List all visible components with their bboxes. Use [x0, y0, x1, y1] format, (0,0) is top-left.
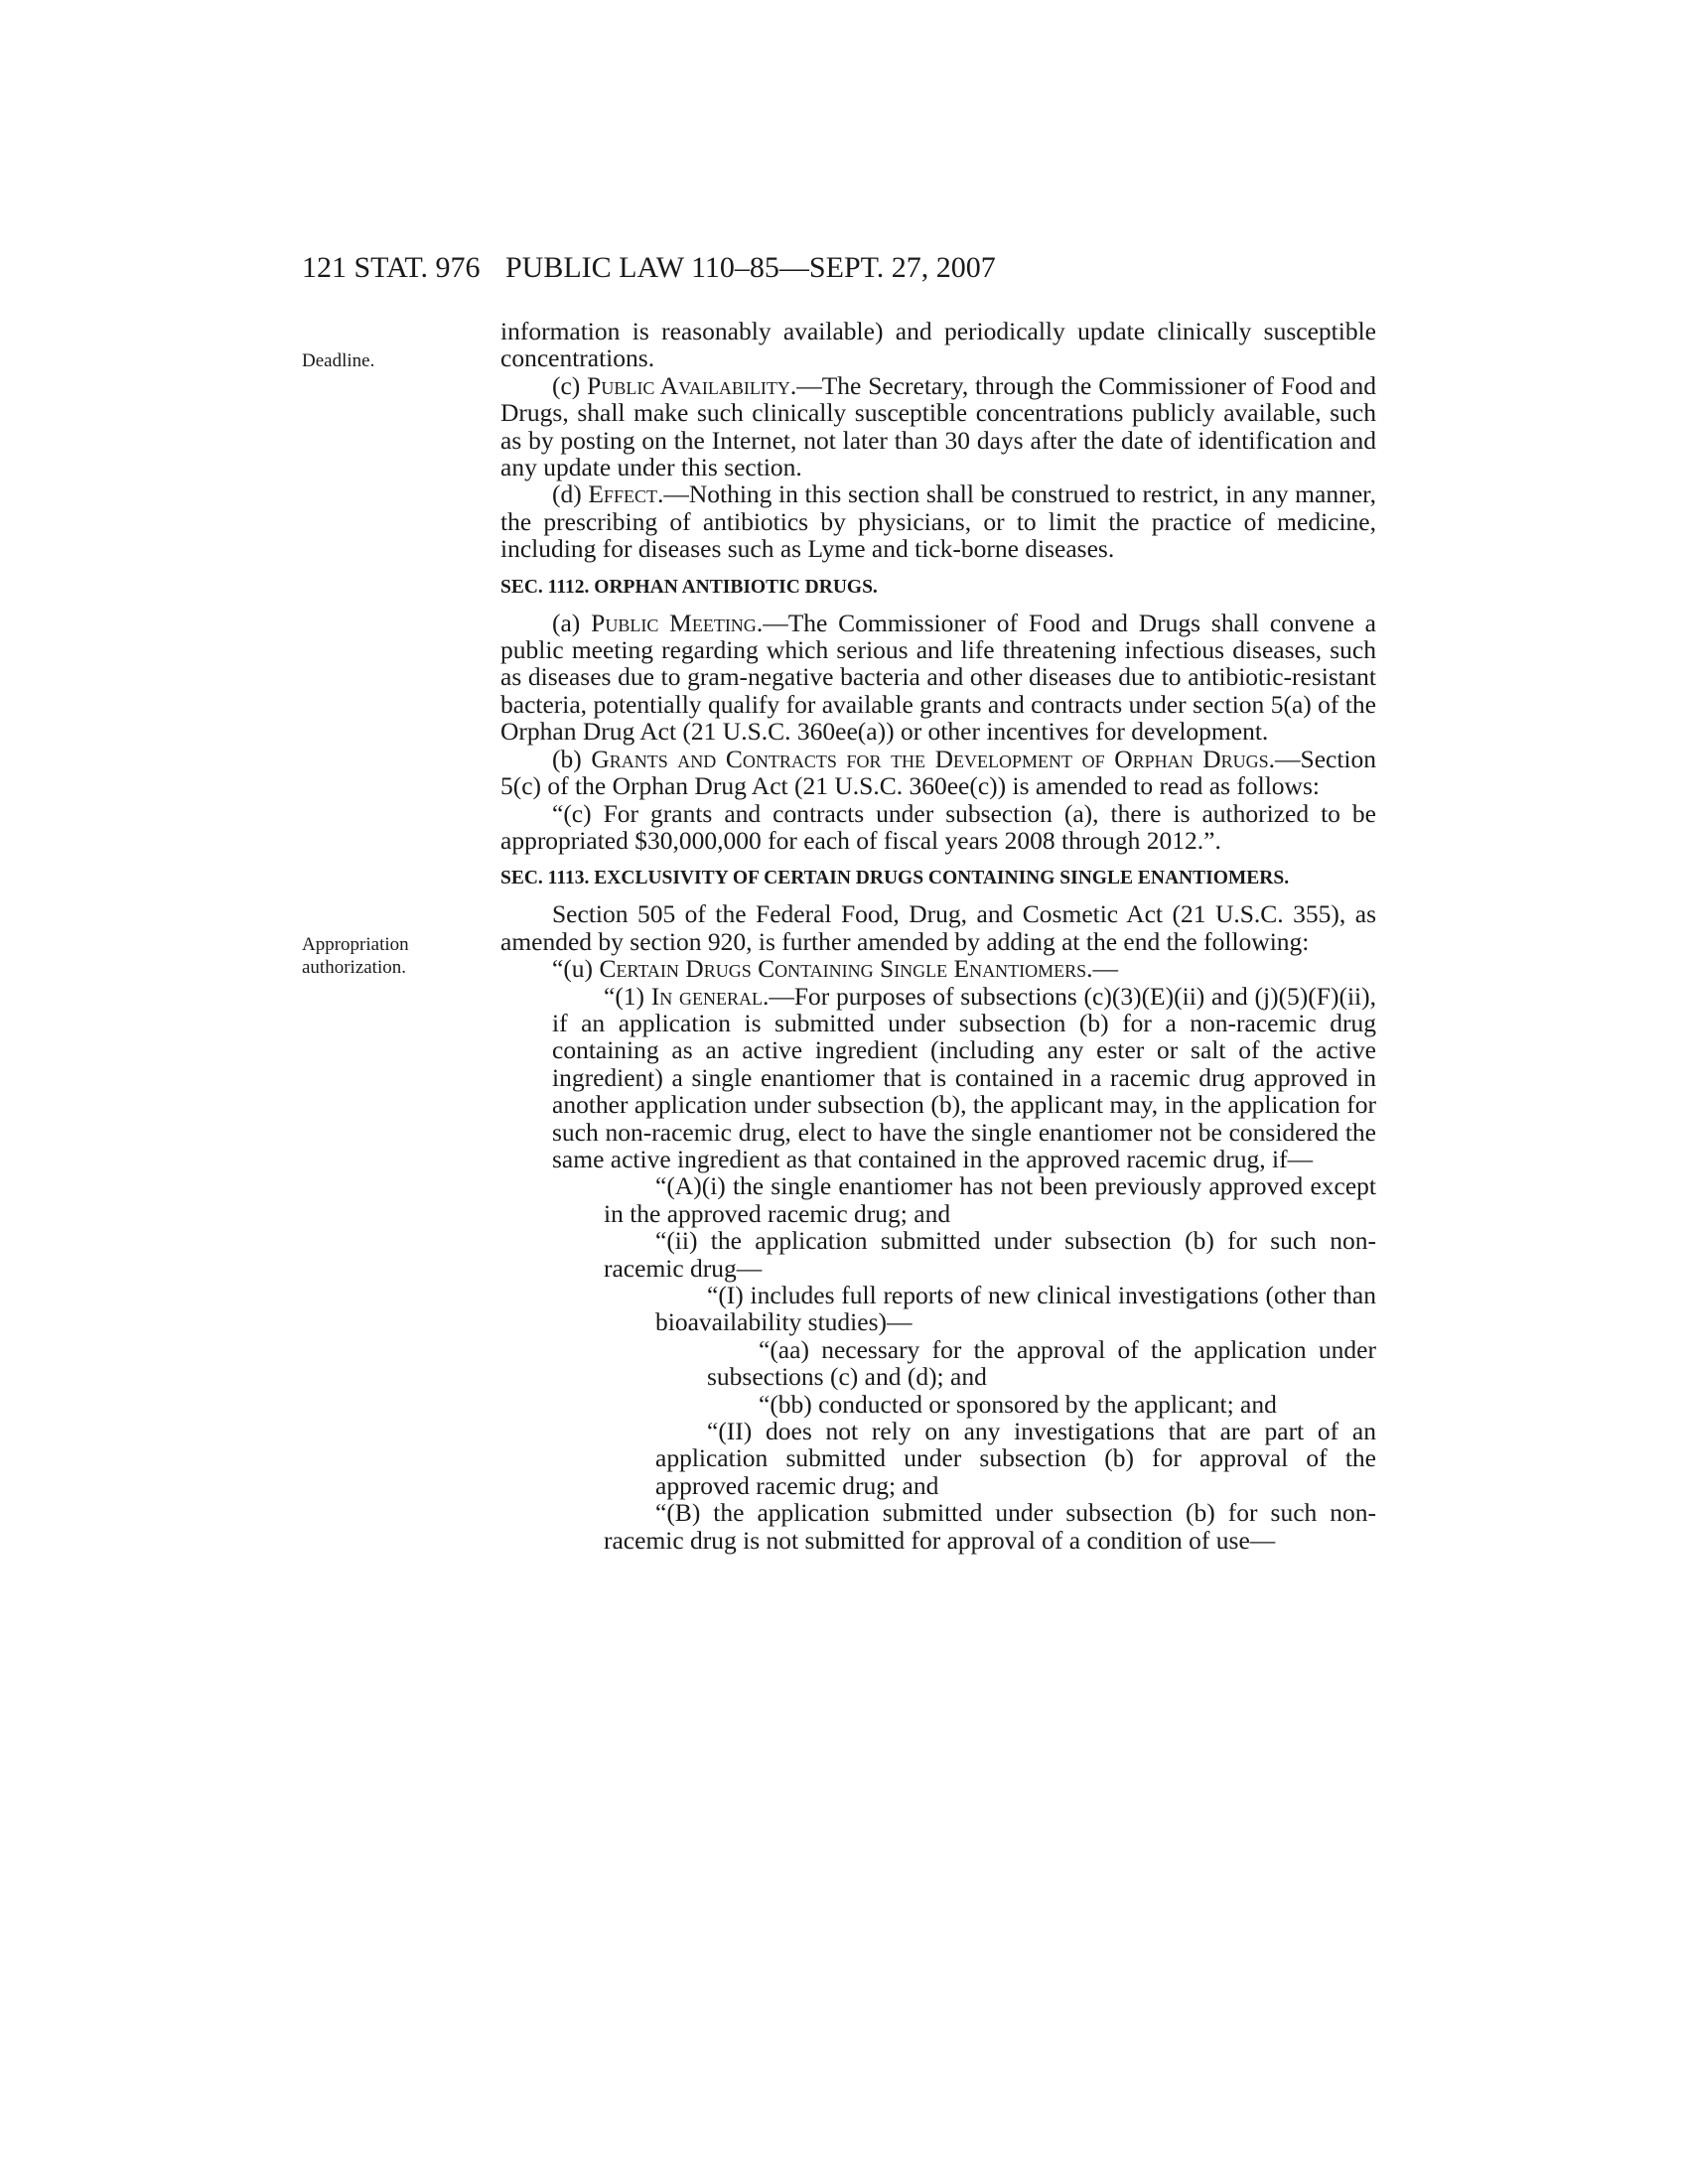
sec1112-a-label: (a) — [552, 608, 592, 637]
paragraph-u-1 — [500, 983, 1376, 1173]
sec1112-subsection-a — [500, 610, 1376, 746]
sec1112-b-label: (b) — [552, 744, 592, 773]
margin-note-deadline — [302, 349, 461, 372]
subsection-u-label: “(u) — [552, 954, 600, 984]
public-law-title: PUBLIC LAW 110–85—SEPT. 27, 2007 — [505, 251, 996, 284]
section-1113-heading: SEC. 1113. EXCLUSIVITY OF CERTAIN DRUGS CONTAINING SINGLE ENANTIOMERS. — [500, 868, 1290, 889]
subsection-c-heading: Public Availability — [587, 370, 790, 400]
paragraph-u-1-label: “(1) — [604, 981, 651, 1011]
margin-note-appropriation-line1: Appropriation — [302, 934, 409, 955]
subsection-c-public-availability — [500, 372, 1376, 481]
main-body-text — [500, 318, 1376, 1554]
sec1112-b-text: .—Section 5(c) of the Orphan Drug Act (21 U.S.C. 360ee(c)) is amended to read as follows: — [500, 744, 1377, 801]
subsection-u-heading: Certain Drugs Containing Single Enantiomers — [599, 954, 1087, 984]
sec1112-a-heading: Public Meeting — [591, 608, 757, 637]
sec1112-quoted-subsection-c: “(c) For grants and contracts under subsection (a), there is authorized to be appropriated $30,000,000 for each of fiscal years 2008 through 2012.”. — [500, 798, 1376, 855]
margin-note-appropriation — [302, 933, 461, 979]
subsection-u — [500, 955, 1376, 982]
sec1113-intro: Section 505 of the Federal Food, Drug, and Cosmetic Act (21 U.S.C. 355), as amended by section 920, is further amended by adding at the end the following: — [500, 899, 1376, 956]
subsection-d-effect — [500, 480, 1376, 562]
subparagraph-B: “(B) the application submitted under subsection (b) for such non-racemic drug is not submitted for approval of a condition of use— — [604, 1498, 1376, 1555]
subsection-d-text: .—Nothing in this section shall be construed to restrict, in any manner, the prescribing of antibiotics by physicians, or to limit the practice of medicine, including for diseases such as Lyme and tick-borne diseases. — [500, 479, 1376, 564]
subparagraph-A-i: “(A)(i) the single enantiomer has not been previously approved except in the approved racemic drug; and — [604, 1171, 1376, 1228]
statute-page-number: 121 STAT. 976 — [302, 251, 481, 284]
clause-ii: “(ii) the application submitted under subsection (b) for such non-racemic drug— — [604, 1226, 1376, 1283]
sec1112-a-text: .—The Commissioner of Food and Drugs shall convene a public meeting regarding which serious and life threatening infectious diseases, such as diseases due to gram-negative bacteria and other diseases due to antibiotic-resistant bacteria, potentially qualify for available grants and contracts under section 5(a) of the Orphan Drug Act (21 U.S.C. 360ee(a)) or other incentives for development. — [500, 608, 1376, 747]
section-1112-heading: SEC. 1112. ORPHAN ANTIBIOTIC DRUGS. — [500, 576, 878, 598]
continued-paragraph: information is reasonably available) and periodically update clinically susceptible concentrations. — [500, 317, 1376, 373]
margin-note-appropriation-line2: authorization. — [302, 957, 406, 978]
sec1112-subsection-b — [500, 746, 1376, 800]
item-aa: “(aa) necessary for the approval of the application under subsections (c) and (d); and — [707, 1334, 1376, 1392]
item-bb: “(bb) conducted or sponsored by the applicant; and — [759, 1389, 1277, 1419]
subsection-d-heading: Effect — [588, 479, 657, 509]
subsection-u-dash: .— — [1086, 954, 1119, 984]
running-header — [302, 248, 1216, 288]
paragraph-u-1-text: .—For purposes of subsections (c)(3)(E)(ii) and (j)(5)(F)(ii), if an application is submitted under subsection (b) for a non-racemic drug containing as an active ingredient (including any ester or salt of the active ingredient) a single enantiomer that is contained in a racemic drug approved in another application under subsection (b), the applicant may, in the application for such non-racemic drug, elect to have the single enantiomer not be considered the same active ingredient as that contained in the approved racemic drug, if— — [552, 981, 1376, 1173]
subsection-d-label: (d) — [552, 479, 589, 509]
paragraph-u-1-heading: In general — [650, 981, 763, 1011]
subclause-II: “(II) does not rely on any investigations that are part of an application submitted under subsection (b) for approval of the approved racemic drug; and — [655, 1417, 1376, 1500]
subsection-c-label: (c) — [552, 370, 588, 400]
subsection-c-text: .—The Secretary, through the Commissioner of Food and Drugs, shall make such clinically susceptible concentrations publicly available, such as by posting on the Internet, not later than 30 days after the date of identification and any update under this section. — [500, 370, 1376, 482]
margin-note-deadline-text: Deadline. — [302, 350, 375, 371]
sec1112-b-heading: Grants and Contracts for the Development of Orphan Drugs — [591, 744, 1269, 773]
subclause-I: “(I) includes full reports of new clinical investigations (other than bioavailability studies)— — [655, 1281, 1376, 1337]
